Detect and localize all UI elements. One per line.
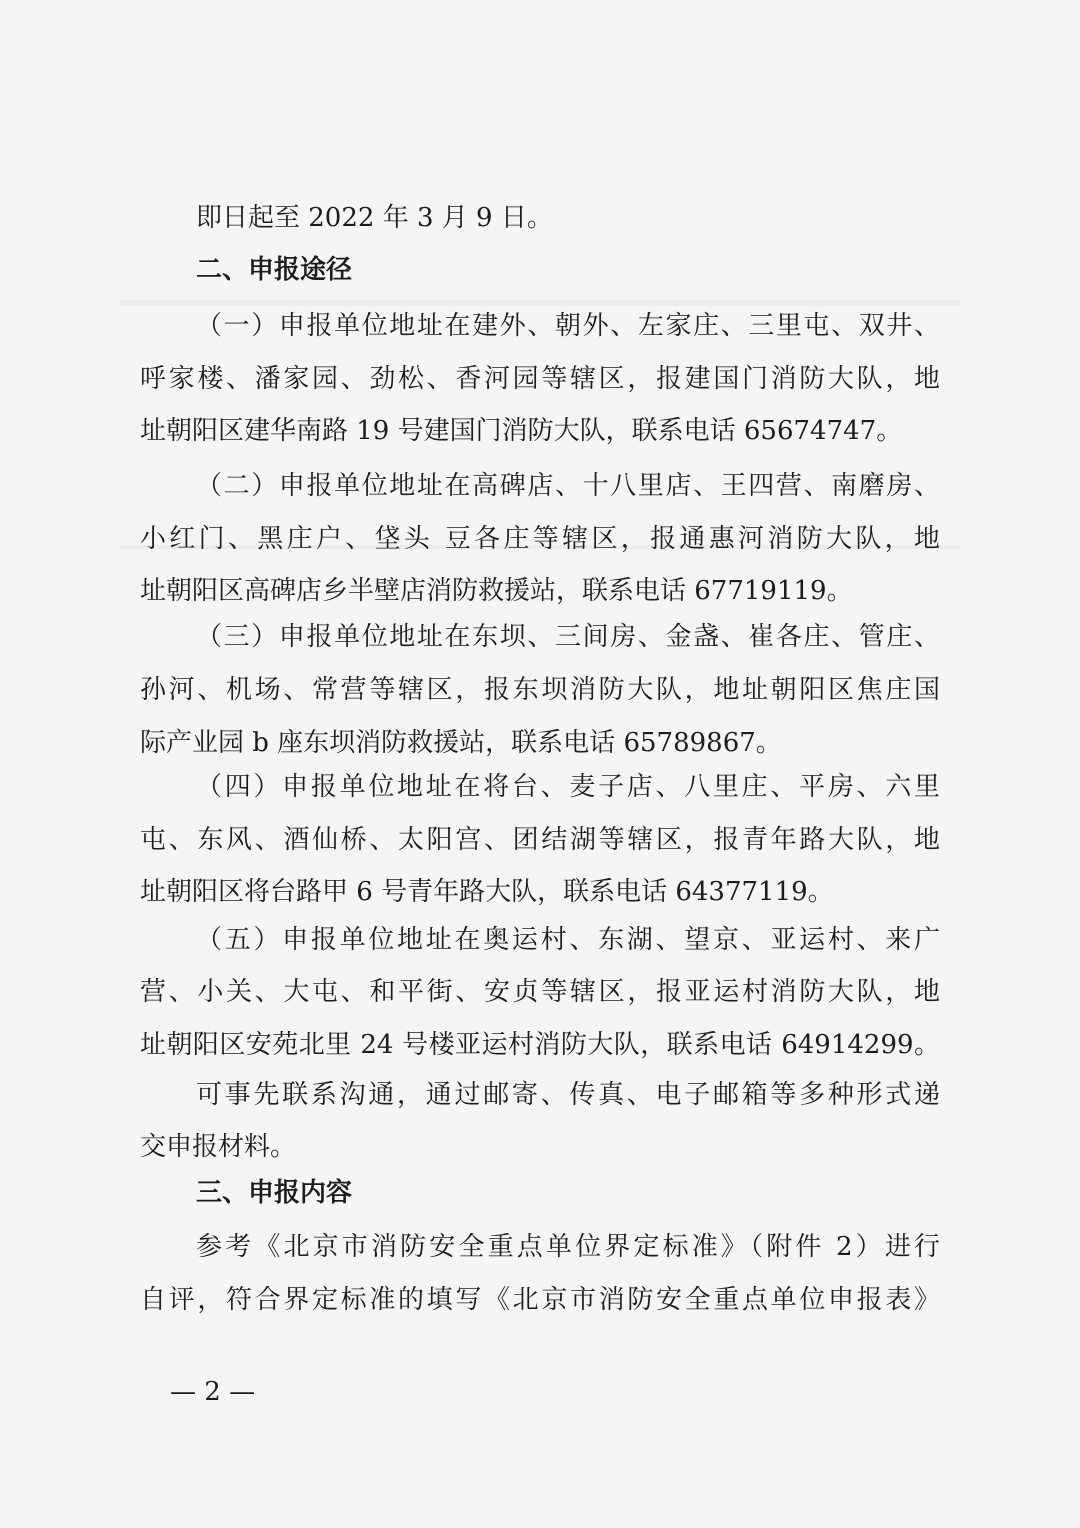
text-line: （二）申报单位地址在高碑店、十八里店、王四营、南磨房、 bbox=[196, 471, 940, 501]
text-line: 址朝阳区高碑店乡半壁店消防救援站，联系电话 67719119。 bbox=[140, 576, 853, 606]
text-line: 际产业园 b 座东坝消防救援站，联系电话 65789867。 bbox=[140, 728, 782, 758]
text-line: （三）申报单位地址在东坝、三间房、金盏、崔各庄、管庄、 bbox=[196, 622, 940, 652]
text-line: 参考《北京市消防安全重点单位界定标准》（附件 2）进行 bbox=[196, 1232, 940, 1262]
text-line: 址朝阳区将台路甲 6 号青年路大队，联系电话 64377119。 bbox=[140, 877, 834, 907]
text-line: 自评，符合界定标准的填写《北京市消防安全重点单位申报表》 bbox=[140, 1285, 940, 1315]
text-line: 交申报材料。 bbox=[140, 1132, 297, 1162]
text-line: 孙河、机场、常营等辖区，报东坝消防大队，地址朝阳区焦庄国 bbox=[140, 675, 940, 705]
section-heading: 二、申报途径 bbox=[196, 255, 353, 285]
text-line: （四）申报单位地址在将台、麦子店、八里庄、平房、六里 bbox=[196, 772, 940, 802]
text-line: 址朝阳区建华南路 19 号建国门消防大队，联系电话 65674747。 bbox=[140, 416, 903, 446]
text-line: （五）申报单位地址在奥运村、东湖、望京、亚运村、来广 bbox=[196, 925, 940, 955]
text-line: 屯、东风、酒仙桥、太阳宫、团结湖等辖区，报青年路大队，地 bbox=[140, 825, 940, 855]
text-line: 小红门、黑庄户、垡头 豆各庄等辖区，报通惠河消防大队，地 bbox=[140, 524, 940, 554]
text-line: 址朝阳区安苑北里 24 号楼亚运村消防大队，联系电话 64914299。 bbox=[140, 1030, 940, 1060]
section-heading: 三、申报内容 bbox=[196, 1178, 353, 1208]
text-line: 可事先联系沟通，通过邮寄、传真、电子邮箱等多种形式递 bbox=[196, 1080, 940, 1110]
text-line: 营、小关、大屯、和平街、安贞等辖区，报亚运村消防大队，地 bbox=[140, 977, 940, 1007]
text-line: 呼家楼、潘家园、劲松、香河园等辖区，报建国门消防大队，地 bbox=[140, 364, 940, 394]
text-line: 即日起至 2022 年 3 月 9 日。 bbox=[196, 203, 553, 233]
page-number: — 2 — bbox=[170, 1377, 256, 1407]
text-line: （一）申报单位地址在建外、朝外、左家庄、三里屯、双井、 bbox=[196, 311, 940, 341]
